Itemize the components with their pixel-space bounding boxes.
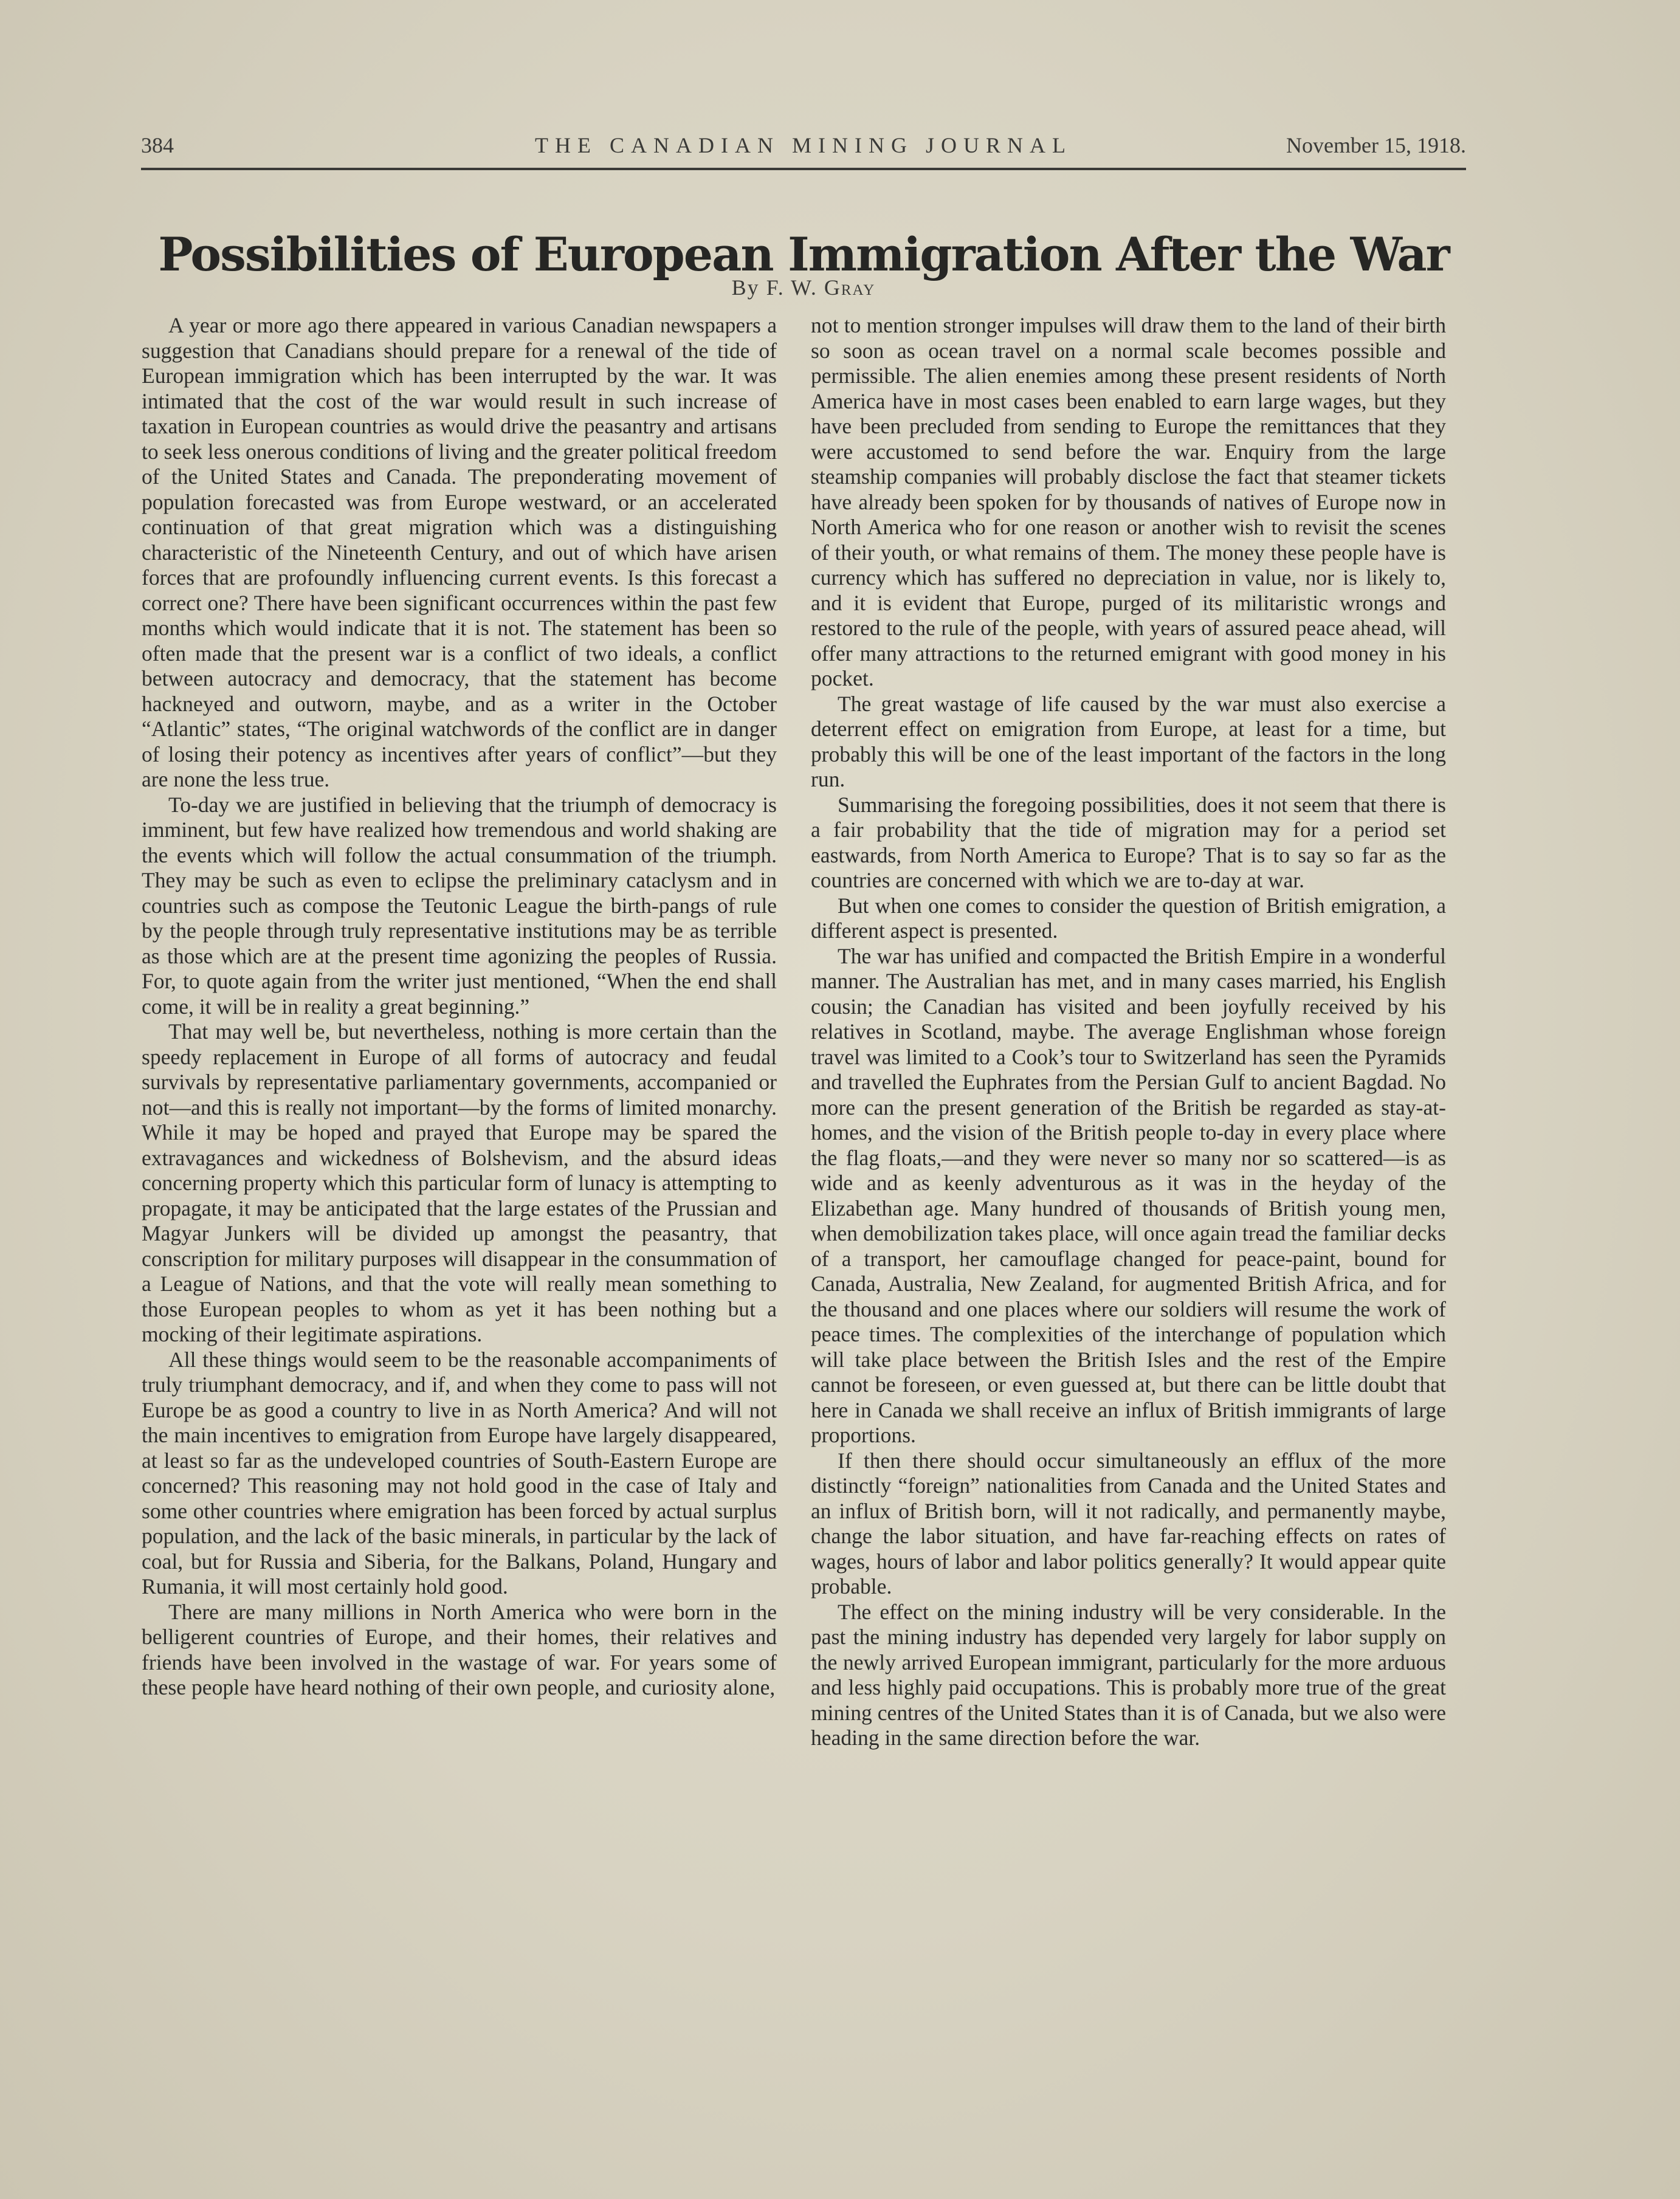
header-rule [141,168,1466,170]
paragraph: That may well be, but nevertheless, nothing is more certain than the speedy replacement in Europe of all forms of autocracy and feudal survivals by representative parliamentary governments, accompanied or not—and this is really not important—by the forms of limited monarchy. While it may be hoped and prayed that Europe may be spared the extravagances and wickedness of Bolshevism, and the absurd ideas concerning property which this particular form of lunacy is attempting to propagate, it may be anticipated that the large estates of the Prussian and Magyar Junkers will be divided up amongst the peasantry, that conscription for military purposes will disappear in the consummation of a League of Nations, and that the vote will really mean something to those European peoples to whom as yet it has been nothing but a mocking of their legitimate aspirations. [142,1019,777,1346]
byline [141,275,1466,300]
journal-name: THE CANADIAN MINING JOURNAL [535,133,1072,157]
issue-date: November 15, 1918. [1286,133,1466,157]
paragraph: The great wastage of life caused by the war must also exercise a deterrent effect on emigration from Europe, at least for a time, but probably this will be one of the least important of the factors in the long run. [811,691,1446,791]
paragraph: But when one comes to consider the question of British emigration, a different aspect is presented. [811,893,1446,943]
paragraph-continuation: not to mention stronger impulses will draw them to the land of their birth so soon as ocean travel on a normal scale becomes possible and permissible. The alien enemies among these present residents of North America have in most cases been enabled to earn large wages, but they have been precluded from sending to Europe the remittances that they were accustomed to send before the war. Enquiry from the large steamship companies will probably disclose the fact that steamer tickets have already been spoken for by thousands of natives of Europe now in North America who for one reason or another wish to revisit the scenes of their youth, or what remains of them. The money these people have is currency which has suffered no depreciation in value, nor is likely to, and it is evident that Europe, purged of its militaristic wrongs and restored to the rule of the people, with years of assured peace ahead, will offer many attractions to the returned emigrant with good money in his pocket. [811,313,1446,690]
author-name: Gray [824,275,876,300]
paragraph: The effect on the mining industry will be very considerable. In the past the mining industry has depended very largely for labor supply on the newly arrived European immigrant, particularly for the more arduous and less highly paid occupations. This is probably more true of the great mining centres of the United States than it is of Canada, but we also were heading in the same direction before the war. [811,1599,1446,1750]
paragraph: There are many millions in North America who were born in the belligerent countries of Europe, and their homes, their relatives and friends have been involved in the wastage of war. For years some of these people have heard nothing of their own people, and curiosity alone, [142,1599,777,1699]
page-number: 384 [141,133,174,157]
paragraph: Summarising the foregoing possibilities, does it not seem that there is a fair probability that the tide of migration may for a period set eastwards, from North America to Europe? That is to say so far as the countries are concerned with which we are to-day at war. [811,792,1446,892]
running-head [141,129,1466,165]
paragraph: To-day we are justified in believing that the triumph of democracy is imminent, but few have realized how tremendous and world shaking are the events which will follow the actual consummation of the triumph. They may be such as even to eclipse the preliminary cataclysm and in countries such as compose the Teutonic League the birth-pangs of rule by the people through truly representative institutions may be as terrible as those which are at the present time agonizing the peoples of Russia. For, to quote again from the writer just mentioned, “When the end shall come, it will be in reality a great beginning.” [142,792,777,1019]
paragraph: The war has unified and compacted the British Empire in a wonderful manner. The Australian has met, and in many cases married, his English cousin; the Canadian has visited and been joyfully received by his relatives in Scotland, maybe. The average Englishman whose foreign travel was limited to a Cook’s tour to Switzerland has seen the Pyramids and travelled the Euphrates from the Persian Gulf to ancient Bagdad. No more can the present generation of the British be regarded as stay-at-homes, and the vision of the British people to-day in every place where the flag floats,—and they were never so many nor so scattered—is as wide and as keenly adventurous as it was in the heyday of the Elizabethan age. Many hundred of thousands of British young men, when demobilization takes place, will once again tread the familiar decks of a transport, her camouflage changed for peace-paint, bound for Canada, Australia, New Zealand, for augmented British Africa, and for the thousand and one places where our soldiers will resume the work of peace times. The complexities of the interchange of population which will take place between the British Isles and the rest of the Empire cannot be foreseen, or even guessed at, but there can be little doubt that here in Canada we shall receive an influx of British immigrants of large proportions. [811,943,1446,1447]
byline-prefix: By F. W. [731,275,818,300]
paragraph: If then there should occur simultaneously an efflux of the more distinctly “foreign” nationalities from Canada and the United States and an influx of British born, will it not radically, and permanently maybe, change the labor situation, and have far-reaching effects on rates of wages, hours of labor and labor politics generally? It would appear quite probable. [811,1448,1446,1598]
paragraph: A year or more ago there appeared in various Canadian newspapers a suggestion that Canadians should prepare for a renewal of the tide of European immigration which has been interrupted by the war. It was intimated that the cost of the war would result in such increase of taxation in European countries as would drive the peasantry and artisans to seek less onerous conditions of living and the greater political freedom of the United States and Canada. The preponderating movement of population forecasted was from Europe westward, or an accelerated continuation of that great migration which was a distinguishing characteristic of the Nineteenth Century, and out of which have arisen forces that are profoundly influencing current events. Is this forecast a correct one? There have been significant occurrences within the past few months which would indicate that it is not. The statement has been so often made that the present war is a conflict of two ideals, a conflict between autocracy and democracy, that the statement has become hackneyed and outworn, maybe, and as a writer in the October “Atlantic” states, “The original watchwords of the conflict are in danger of losing their potency as incentives after years of conflict”—but they are none the less true. [142,313,777,791]
left-column [142,313,777,1701]
right-column [811,313,1446,1751]
paragraph: All these things would seem to be the reasonable accompaniments of truly triumphant democracy, and if, and when they come to pass will not Europe be as good a country to live in as North America? And will not the main incentives to emigration from Europe have largely disappeared, at least so far as the undeveloped countries of South-Eastern Europe are concerned? This reasoning may not hold good in the case of Italy and some other countries where emigration has been forced by actual surplus population, and the lack of the basic minerals, in particular by the lack of coal, but for Russia and Siberia, for the Balkans, Poland, Hungary and Rumania, it will most certainly hold good. [142,1347,777,1598]
article-title: Possibilities of European Immigration After the War [158,227,1449,281]
